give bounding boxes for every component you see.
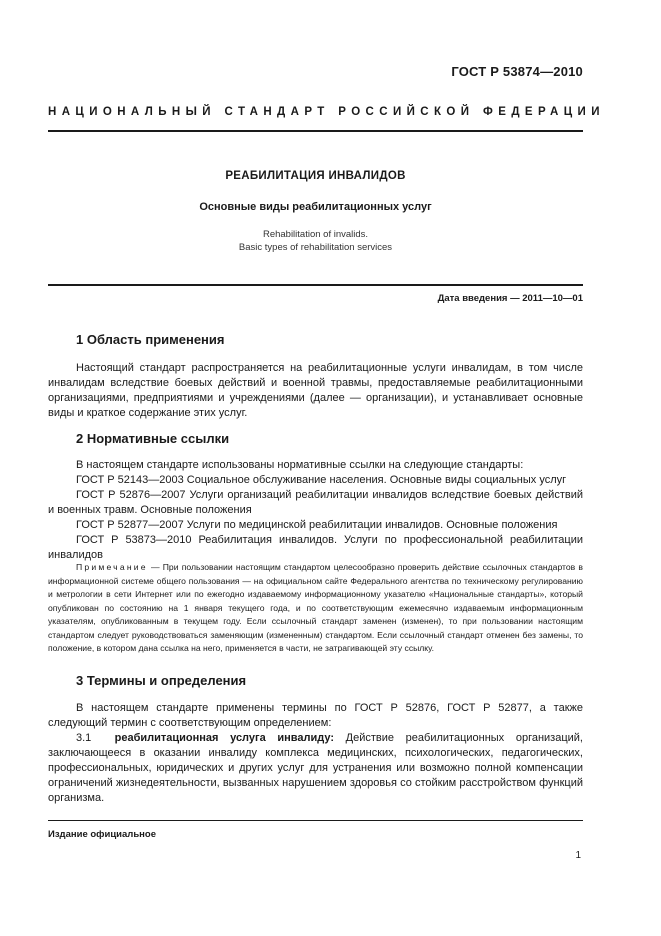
section-3-text [48, 701, 583, 806]
note-label: Примечание [76, 562, 148, 572]
note-text: — При пользовании настоящим стандартом целесообразно проверить действие ссылочных стандартов в информационной системе общего пользования — на официальном сайте Федерального агентства по техническому регулированию и метрологии в сети Интернет или по ежегодно издаваемому информационному указателю «Национальные стандарты», который опубликован по состоянию на 1 января текущего года, и по соответствующим ежемесячно издаваемым информационным указателям, опубликованным в текущем году. Если ссылочный стандарт заменен (изменен), то при пользовании настоящим стандартом следует руководствоваться заменяющим (измененным) стандартом. Если ссылочный стандарт отменен без замены, то положение, в котором дана ссылка на него, применяется в части, не затрагивающей эту ссылку. [48, 562, 583, 653]
header-rule [48, 130, 583, 132]
section-1-paragraph: Настоящий стандарт распространяется на реабилитационные услуги инвалидам, в том числе инвалидам вследствие боевых действий и военной травмы, предоставляемые реабилитационными организациями, предприятиями и учреждениями (далее — организации), и устанавливает основные виды и краткое содержание этих услуг. [48, 362, 583, 419]
english-title-line-2: Basic types of rehabilitation services [238, 242, 393, 253]
section-2-note [48, 561, 583, 656]
term-number: 3.1 [76, 732, 92, 744]
section-3-heading: 3 Термины и определения [76, 673, 247, 688]
section-1-text [48, 361, 583, 421]
official-edition-label: Издание официальное [48, 829, 156, 840]
english-title-line-1: Rehabilitation of invalids. [262, 229, 369, 240]
section-2-heading: 2 Нормативные ссылки [76, 431, 230, 446]
section-2-intro: В настоящем стандарте использованы нормативные ссылки на следующие стандарты: [76, 459, 524, 471]
reference-4: ГОСТ Р 53873—2010 Реабилитация инвалидов. Услуги по профессиональной реабилитации инвалидов [48, 534, 583, 561]
term-definition-text: Действие реабилитационных организаций, заключающееся в оказании инвалиду комплекса медицинских, психологических, педагогических, профессиональных, юридических и других услуг для устранения или возможно полной компенсации ограничений жизнедеятельности, вызванных нарушением здоровья со стойким расстройством функций организма. [48, 732, 583, 804]
document-subtitle: Основные виды реабилитационных услуг [199, 201, 432, 213]
english-title [48, 228, 583, 254]
standard-code: ГОСТ Р 53874—2010 [451, 64, 583, 79]
section-3-intro: В настоящем стандарте применены термины по ГОСТ Р 52876, ГОСТ Р 52877, а также следующий термин с соответствующим определением: [48, 702, 583, 729]
document-title: РЕАБИЛИТАЦИЯ ИНВАЛИДОВ [225, 170, 406, 182]
term-name: реабилитационная услуга инвалиду: [114, 732, 335, 744]
section-1-heading: 1 Область применения [76, 332, 225, 347]
reference-1: ГОСТ Р 52143—2003 Социальное обслуживание населения. Основные виды социальных услуг [76, 474, 567, 486]
term-definition [48, 731, 583, 806]
standard-banner: НАЦИОНАЛЬНЫЙ СТАНДАРТ РОССИЙСКОЙ ФЕДЕРАЦИИ [48, 106, 605, 118]
reference-3: ГОСТ Р 52877—2007 Услуги по медицинской реабилитации инвалидов. Основные положения [76, 519, 558, 531]
title-rule [48, 284, 583, 286]
footer-rule [48, 820, 583, 821]
section-2-text [48, 458, 583, 563]
introduction-date: Дата введения — 2011—10—01 [437, 293, 583, 304]
reference-2: ГОСТ Р 52876—2007 Услуги организаций реабилитации инвалидов вследствие боевых действий и военных травм. Основные положения [48, 489, 583, 516]
page-number: 1 [575, 850, 581, 861]
